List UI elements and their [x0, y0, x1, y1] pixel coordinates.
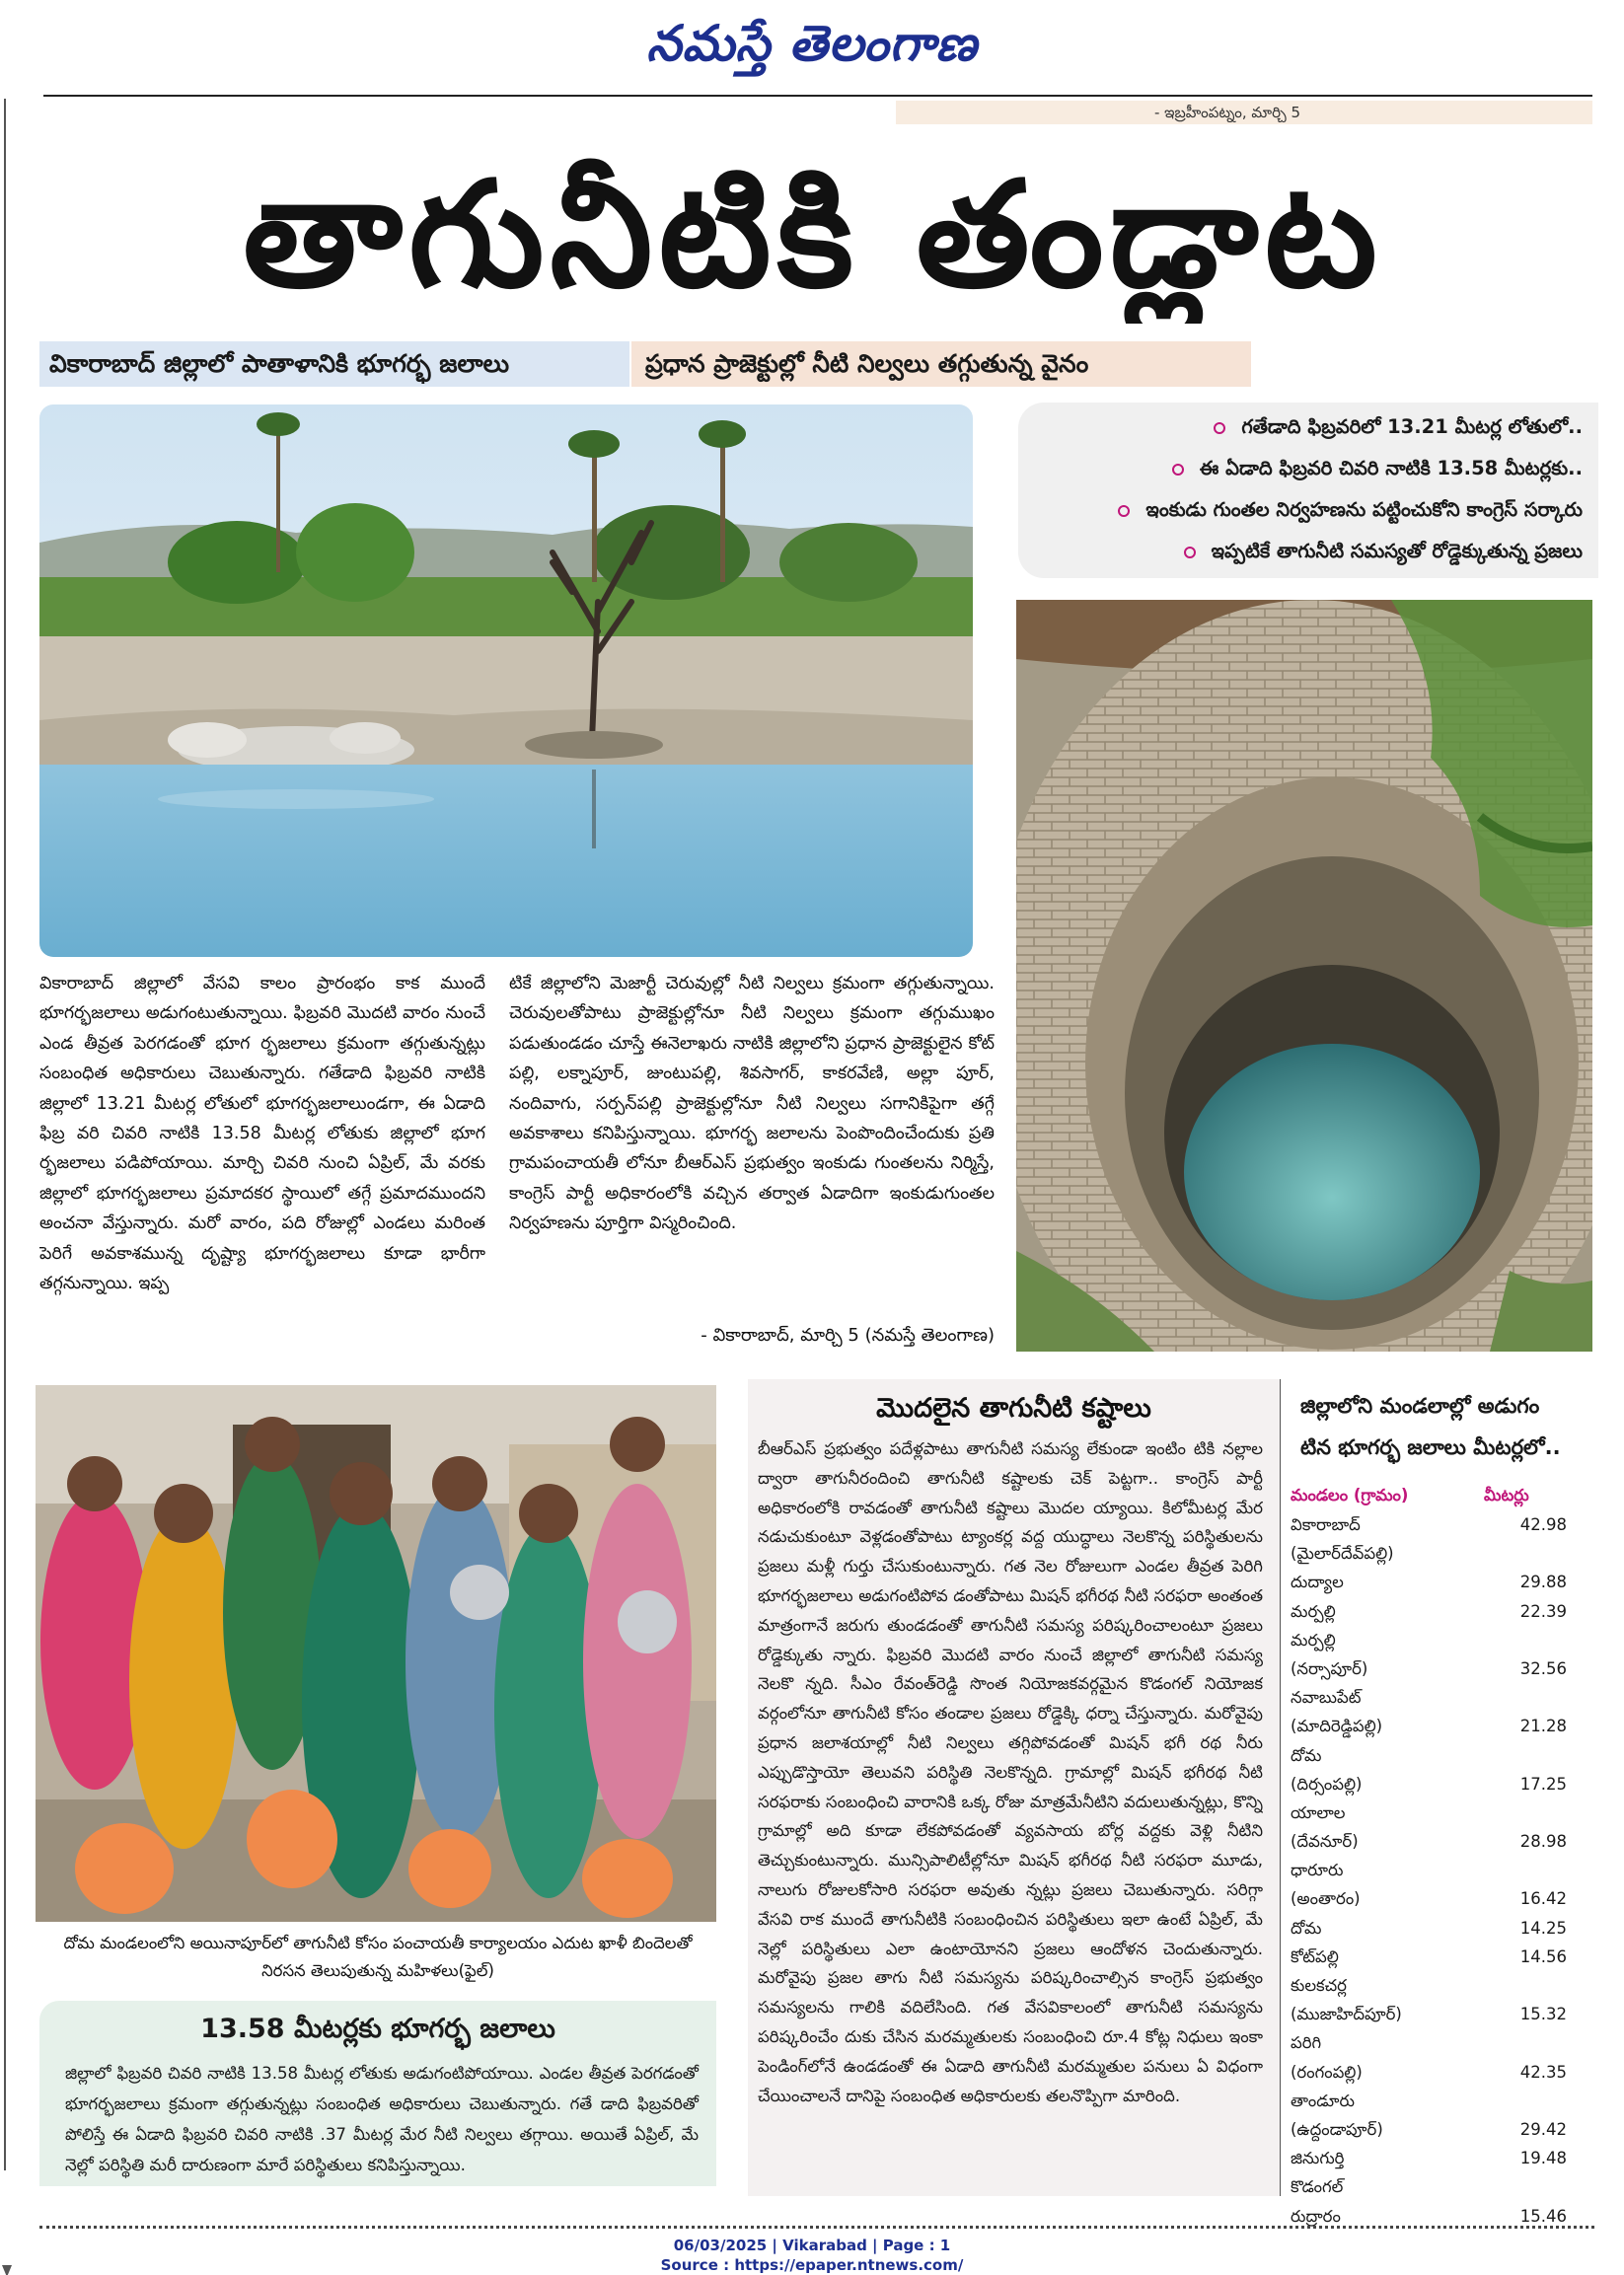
- table-row: [1291, 1914, 1592, 1943]
- groundwater-meters: [1488, 1971, 1567, 2000]
- mandal-name: మర్పల్లి: [1291, 1601, 1336, 1621]
- table-row: [1291, 1626, 1592, 1654]
- groundwater-meters: [1488, 1856, 1567, 1884]
- groundwater-meters: 32.56: [1519, 1658, 1567, 1678]
- table-row: [1291, 1856, 1592, 1884]
- groundwater-meters: 14.56: [1519, 1946, 1567, 1966]
- mandal-name: పరిగి: [1291, 2033, 1322, 2053]
- main-story-byline: - వికారాబాద్, మార్చి 5 (నమస్తే తెలంగాణ): [701, 1325, 995, 1346]
- groundwater-meters: [1488, 1798, 1567, 1827]
- women-protest-photo: [36, 1385, 716, 1922]
- bullet-icon: [1118, 505, 1130, 517]
- table-row: [1291, 1971, 1592, 2000]
- photo-caption: దోమ మండలంలోని అయినాపూర్‌లో తాగునీటి కోసం పంచాయతీ కార్యాలయం ఎదుట ఖాళీ బిందెలతో నిరసన తెలుపుతున్న మహిళలు(ఫైల్): [63, 1934, 693, 1980]
- highlight-item: ఇప్పటికే తాగునీటి సమస్యతో రోడ్డెక్కుతున్న ప్రజలు: [1018, 531, 1594, 572]
- side-story-title: మొదలైన తాగునీటి కష్టాలు: [876, 1393, 1151, 1424]
- mandal-name: తాండూరు: [1291, 2091, 1355, 2110]
- mandal-name: జినుగుర్తి: [1291, 2149, 1345, 2168]
- mandal-name: దోమ: [1291, 1918, 1322, 1938]
- subhead-right: ప్రధాన ప్రాజెక్టుల్లో నీటి నిల్వలు తగ్గుతున్న వైనం: [631, 341, 1251, 387]
- groundwater-meters: [1488, 2172, 1567, 2201]
- table-row: [1291, 2144, 1592, 2172]
- highlight-item: ఈ ఏడాది ఫిబ్రవరి చివరి నాటికి 13.58 మీటర్లకు..: [1018, 448, 1594, 489]
- mandal-name: మర్పల్లి: [1291, 1630, 1336, 1650]
- mandal-name: నవాబుపేట్: [1291, 1688, 1362, 1708]
- side-story-body: బీఆర్‌ఎస్ ప్రభుత్వం పదేళ్లపాటు తాగునీటి సమస్య లేకుండా ఇంటిం టికి నల్లాల ద్వారా తాగునీరందించి తాగునీటి కష్టాలకు చెక్ పెట్టగా.. కాంగ్రెస్ పార్టీ అధికారంలోకి రావడంతో తాగునీటి కష్టాలు మొదల య్యాయి. కిలోమీటర్ల మేర నడుచుకుంటూ వెళ్లడంతోపాటు ట్యాంకర్ల వద్ద యుద్ధాలు నెలకొన్న పరిస్థితులను ప్రజలు మళ్లీ గుర్తు చేసుకుంటున్నారు. గత నెల రోజులుగా ఎండల తీవ్రత పెరిగి భూగర్భజలాలు అడుగంటిపోవ డంతోపాటు మిషన్ భగీరథ నీటి సరఫరా అంతంత మాత్రంగానే జరుగు తుండడంతో తాగునీటి సమస్య పరిష్కరించాలంటూ ప్రజలు రోడ్డెక్కుతు న్నారు. ఫిబ్రవరి మొదటి వారం నుంచే జిల్లాలో తాగునీటి సమస్య నెలకొ న్నది. సీఎం రేవంత్‌రెడ్డి సొంత నియోజకవర్గమైన కొడంగల్ నియోజక వర్గంలోనూ తాగునీటి కోసం తండాల ప్రజలు రోడ్డెక్కి ధర్నా చేస్తున్నారు. మరోవైపు ప్రధాన జలాశయాల్లో నీటి నిల్వలు తగ్గిపోవడంతో మిషన్ భగీ రథ నీరు ఎప్పుడొస్తాయో తెలువని పరిస్థితి నెలకొన్నది. గ్రామాల్లో మిషన్ భగీరథ నీటి సరఫరాకు సంబంధించి వారానికి ఒక్క రోజు మాత్రమేనీటిని వదులుతున్నట్లు, కొన్ని గ్రామాల్లో అది కూడా లేకపోవడంతో వ్యవసాయ బోర్ల వద్దకు వెళ్లి నీటిని తెచ్చుకుంటున్నారు. మున్సిపాలిటీల్లోనూ మిషన్ భగీరథ నీటి సరఫరా మూడు, నాలుగు రోజులకోసారి సరఫరా అవుతు న్నట్లు ప్రజలు చెబుతున్నారు. సరిగ్గా వేసవి రాక ముందే తాగునీటికి సంబంధించిన పరిస్థితులు ఇలా ఉంటే ఏప్రిల్, మే నెల్లో పరిస్థితులు ఎలా ఉంటాయోనని ప్రజలు ఆందోళన చెందుతున్నారు. మరోవైపు ప్రజల తాగు నీటి సమస్యను పరిష్కరించాల్సిన కాంగ్రెస్ ప్రభుత్వం సమస్యలను గాలికి వదిలేసింది. గత వేసవికాలంలో తాగునీటి సమస్యను పరిష్కరించేం దుకు చేసిన మరమ్మతులకు సంబంధించి రూ.4 కోట్ల నిధులు ఇంకా పెండింగ్‌లోనే ఉండడంతో ఈ ఏడాది తాగునీటి మరమ్మతుల పనులు ఏ విధంగా చేయించాలనే దానిపై సంబంధిత అధికారులకు తలనొప్పిగా మారింది.: [758, 1439, 1263, 2105]
- groundwater-meters: 19.48: [1519, 2149, 1567, 2168]
- bottom-story-body: జిల్లాలో ఫిబ్రవరి చివరి నాటికి 13.58 మీటర్ల లోతుకు అడుగంటిపోయాయి. ఎండల తీవ్రత పెరగడంతో భూగర్భజలాలు క్రమంగా తగ్గుతున్నట్లు సంబంధిత అధికారులు చెబుతున్నారు. గతే డాది ఫిబ్రవరితో పోలిస్తే ఈ ఏడాది ఫిబ్రవరి చివరి నాటికి .37 మీటర్ల మేర నీటి నిల్వలు తగ్గాయి. అయితే ఏప్రిల్, మే నెల్లో పరిస్థితి మరీ దారుణంగా మారే పరిస్థితులు కనిపిస్తున్నాయి.: [65, 2064, 699, 2174]
- lake-photo: [39, 404, 973, 957]
- mandal-name: (మాదిరెడ్డిపల్లి): [1291, 1717, 1383, 1736]
- header-mandal: మండలం (గ్రామం): [1291, 1486, 1409, 1504]
- bullet-icon: [1184, 547, 1196, 558]
- table-row: [1291, 1683, 1592, 1712]
- mandal-name: కోట్‌పల్లి: [1291, 1946, 1339, 1966]
- groundwater-meters: 21.28: [1519, 1717, 1567, 1736]
- groundwater-meters: [1488, 2087, 1567, 2115]
- well-photo: [1016, 600, 1592, 1352]
- footer-edition: 06/03/2025 | Vikarabad | Page : 1: [673, 2237, 951, 2254]
- table-row: [1291, 2000, 1592, 2028]
- table-title-line-2: టిన భూగర్భ జలాలు మీటర్లలో..: [1300, 1435, 1561, 1459]
- mandal-name: (అంతారం): [1291, 1889, 1361, 1909]
- bullet-icon: [1172, 464, 1184, 476]
- table-row: [1291, 1827, 1592, 1856]
- mandal-name: కొడంగల్: [1291, 2177, 1344, 2197]
- groundwater-meters: 14.25: [1519, 1918, 1567, 1938]
- table-row: [1291, 1654, 1592, 1683]
- mandal-name: (ముజాహిద్‌పూర్): [1291, 2005, 1402, 2024]
- groundwater-meters: [1488, 1626, 1567, 1654]
- header-meters: మీటర్లు: [1484, 1486, 1529, 1504]
- mandal-name: (దేవనూర్): [1291, 1832, 1359, 1852]
- mandal-name: దుద్యాల: [1291, 1573, 1344, 1592]
- groundwater-meters: 17.25: [1519, 1774, 1567, 1794]
- groundwater-table: [1291, 1385, 1592, 2226]
- table-row: [1291, 2087, 1592, 2115]
- main-story-column-2: టికే జిల్లాలోని మెజార్టీ చెరువుల్లో నీటి నిల్వలు క్రమంగా తగ్గుతున్నాయి. చెరువులతోపాటు ప్రాజెక్టుల్లోనూ నీటి నిల్వలు క్రమంగా తగ్గుముఖం పడుతుండడం చూస్తే ఈనెలాఖరు నాటికి జిల్లాలోని ప్రధాన ప్రాజెక్టులైన కోట్‌ పల్లి, లక్నాపూర్, జుంటుపల్లి, శివసాగర్, కాకరవేణి, అల్లా పూర్, నందివాగు, సర్పన్‌పల్లి ప్రాజెక్టుల్లోనూ నీటి నిల్వలు సగానికిపైగా తగ్గే అవకాశాలు కనిపిస్తున్నాయి. భూగర్భ జలాలను పెంపొందించేందుకు ప్రతి గ్రామపంచాయతీ లోనూ బీఆర్‌ఎస్ ప్రభుత్వం ఇంకుడు గుంతలను నిర్మిస్తే, కాంగ్రెస్ పార్టీ అధికారంలోకి వచ్చిన తర్వాత ఏడాదిగా ఇంకుడుగుంతల నిర్వహణను పూర్తిగా విస్మరించింది.: [509, 974, 995, 1234]
- bottom-story-box: [39, 2001, 716, 2186]
- table-row: [1291, 1712, 1592, 1740]
- table-row: [1291, 1884, 1592, 1913]
- bullet-icon: [1214, 422, 1225, 434]
- table-row: [1291, 2115, 1592, 2144]
- highlight-item: ఇంకుడు గుంతల నిర్వహణను పట్టించుకోని కాంగ్రెస్ సర్కారు: [1018, 489, 1594, 531]
- table-row: [1291, 2058, 1592, 2087]
- groundwater-meters: 16.42: [1519, 1889, 1567, 1909]
- groundwater-meters: [1488, 1539, 1567, 1568]
- mandal-name: (మైలార్‌దేవ్‌పల్లి): [1291, 1544, 1394, 1564]
- side-story-box: [748, 1379, 1281, 2196]
- table-row: [1291, 1568, 1592, 1596]
- groundwater-meters: 29.42: [1519, 2119, 1567, 2139]
- mandal-name: (రంగంపల్లి): [1291, 2062, 1363, 2082]
- table-row: [1291, 1510, 1592, 1539]
- bottom-story-title: 13.58 మీటర్లకు భూగర్భ జలాలు: [200, 2014, 555, 2044]
- dateline: - ఇబ్రహీంపట్నం, మార్చి 5: [896, 101, 1592, 124]
- table-row: [1291, 1597, 1592, 1626]
- groundwater-meters: [1488, 1683, 1567, 1712]
- bottom-rule: [39, 2226, 1594, 2229]
- page-footer: [0, 2236, 1624, 2275]
- highlights-box: [1018, 403, 1598, 578]
- table-row: [1291, 1770, 1592, 1798]
- masthead-logo: నమస్తే తెలంగాణ: [646, 14, 978, 72]
- table-row: [1291, 2172, 1592, 2201]
- groundwater-meters: 15.32: [1519, 2005, 1567, 2024]
- groundwater-meters: 42.98: [1519, 1515, 1567, 1534]
- groundwater-meters: 42.35: [1519, 2062, 1567, 2082]
- table-row: [1291, 1539, 1592, 1568]
- mandal-name: (ఉద్దండాపూర్): [1291, 2119, 1383, 2139]
- mandal-name: వికారాబాద్: [1291, 1515, 1361, 1534]
- table-row: [1291, 1798, 1592, 1827]
- highlight-item: గతేడాది ఫిబ్రవరిలో 13.21 మీటర్ల లోతులో..: [1018, 406, 1594, 448]
- mandal-name: రుద్రారం: [1291, 2206, 1341, 2226]
- footer-source: Source : https://epaper.ntnews.com/: [660, 2256, 964, 2274]
- table-header: [1291, 1486, 1592, 1508]
- subhead-left: వికారాబాద్ జిల్లాలో పాతాళానికి భూగర్భ జలాలు: [39, 341, 629, 387]
- table-row: [1291, 1741, 1592, 1770]
- mandal-name: కులకచర్ల: [1291, 1976, 1347, 1995]
- groundwater-meters: 29.88: [1519, 1573, 1567, 1592]
- margin-arrow: [4, 99, 6, 2170]
- groundwater-meters: [1488, 1741, 1567, 1770]
- mandal-name: యాలాల: [1291, 1802, 1346, 1822]
- main-story-column-1: వికారాబాద్ జిల్లాలో వేసవి కాలం ప్రారంభం కాక ముందే భూగర్భజలాలు అడుగంటుతున్నాయి. ఫిబ్రవరి మొదటి వారం నుంచే ఎండ తీవ్రత పెరగడంతో భూగ ర్భజలాలు క్రమంగా తగ్గుతున్నట్లు సంబంధిత అధికారులు చెబుతున్నారు. గతేడాది ఫిబ్రవరి నాటికి జిల్లాలో 13.21 మీటర్ల లోతులో భూగర్భజలాలుండగా, ఈ ఏడాది ఫిబ్ర వరి చివరి నాటికి 13.58 మీటర్ల లోతుకు జిల్లాలో భూగ ర్భజలాలు పడిపోయాయి. మార్చి చివరి నుంచి ఏప్రిల్, మే వరకు జిల్లాలో భూగర్భజలాలు ప్రమాదకర స్థాయిలో తగ్గే ప్రమాదముందని అంచనా వేస్తున్నారు. మరో వారం, పది రోజుల్లో ఎండలు మరింత పెరిగే అవకాశమున్న దృష్ట్యా భూగర్భజలాలు కూడా భారీగా తగ్గనున్నాయి. ఇప్ప: [39, 974, 485, 1294]
- mandal-name: దోమ: [1291, 1745, 1322, 1765]
- groundwater-meters: 28.98: [1519, 1832, 1567, 1852]
- top-rule: [43, 95, 1592, 97]
- table-row: [1291, 2028, 1592, 2057]
- table-title-line-1: జిల్లాలోని మండలాల్లో అడుగం: [1300, 1394, 1540, 1418]
- mandal-name: (నర్సాపూర్): [1291, 1658, 1368, 1678]
- headline: తాగునీటికి తండ్లాట: [243, 150, 1383, 320]
- groundwater-meters: 22.39: [1519, 1601, 1567, 1621]
- groundwater-meters: [1488, 2028, 1567, 2057]
- groundwater-meters: 15.46: [1519, 2206, 1567, 2226]
- table-rows: [1291, 1510, 1592, 2231]
- table-row: [1291, 1943, 1592, 1971]
- mandal-name: ధారూరు: [1291, 1861, 1344, 1880]
- mandal-name: (దిర్సంపల్లి): [1291, 1774, 1363, 1794]
